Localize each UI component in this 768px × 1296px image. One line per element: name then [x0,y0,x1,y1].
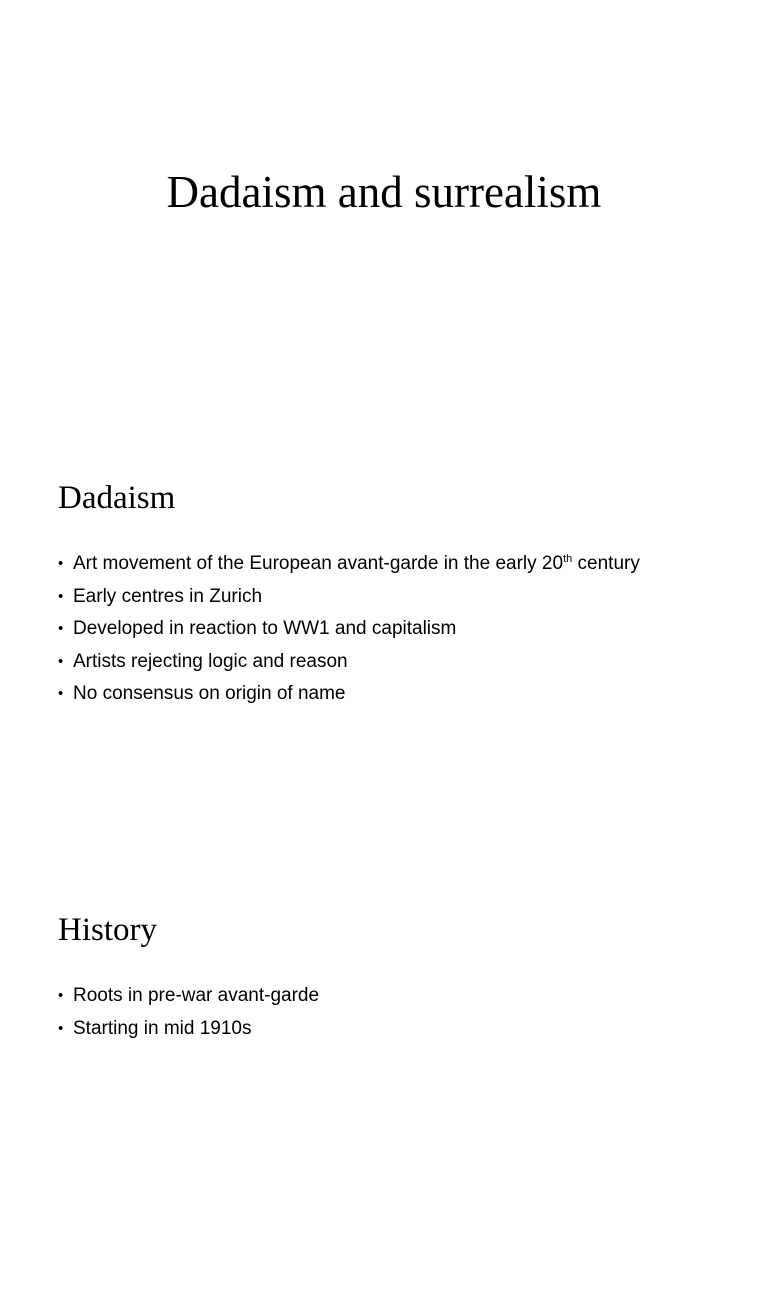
bullet-text-after: century [572,553,640,574]
bullet-item [58,581,640,614]
bullet-dot-icon: • [58,685,64,702]
bullet-dot-icon: • [58,620,64,637]
bullet-text: Early centres in Zurich [73,585,263,607]
bullet-text: Artists rejecting logic and reason [73,650,348,672]
bullet-item [58,613,640,646]
bullet-text: Roots in pre-war avant-garde [73,985,320,1006]
bullet-dot-icon: • [58,987,64,1004]
presentation-title: Dadaism and surrealism [166,167,602,217]
bullet-superscript: th [563,553,573,565]
bullet-dot-icon: • [58,1019,64,1037]
history-slide [0,864,768,1296]
slide-heading-dadaism: Dadaism [58,480,176,516]
bullet-text: Starting in mid 1910s [73,1017,252,1039]
dadaism-slide [0,432,768,864]
bullet-dot-icon: • [58,555,64,572]
bullet-item [58,980,319,1013]
bullet-text: Developed in reaction to WW1 and capitalism [73,618,457,639]
bullet-item [58,678,640,711]
bullet-item [58,646,640,679]
bullet-list-dadaism [58,548,640,711]
bullet-dot-icon: • [58,587,64,605]
bullet-text: Art movement of the European avant-garde in the early 20 [73,553,564,574]
bullet-list-history [58,980,319,1045]
bullet-text: No consensus on origin of name [73,683,346,704]
bullet-item [58,1013,319,1046]
slide-heading-history: History [58,912,157,948]
bullet-item [58,548,640,581]
title-slide [0,0,768,432]
bullet-dot-icon: • [58,652,64,670]
